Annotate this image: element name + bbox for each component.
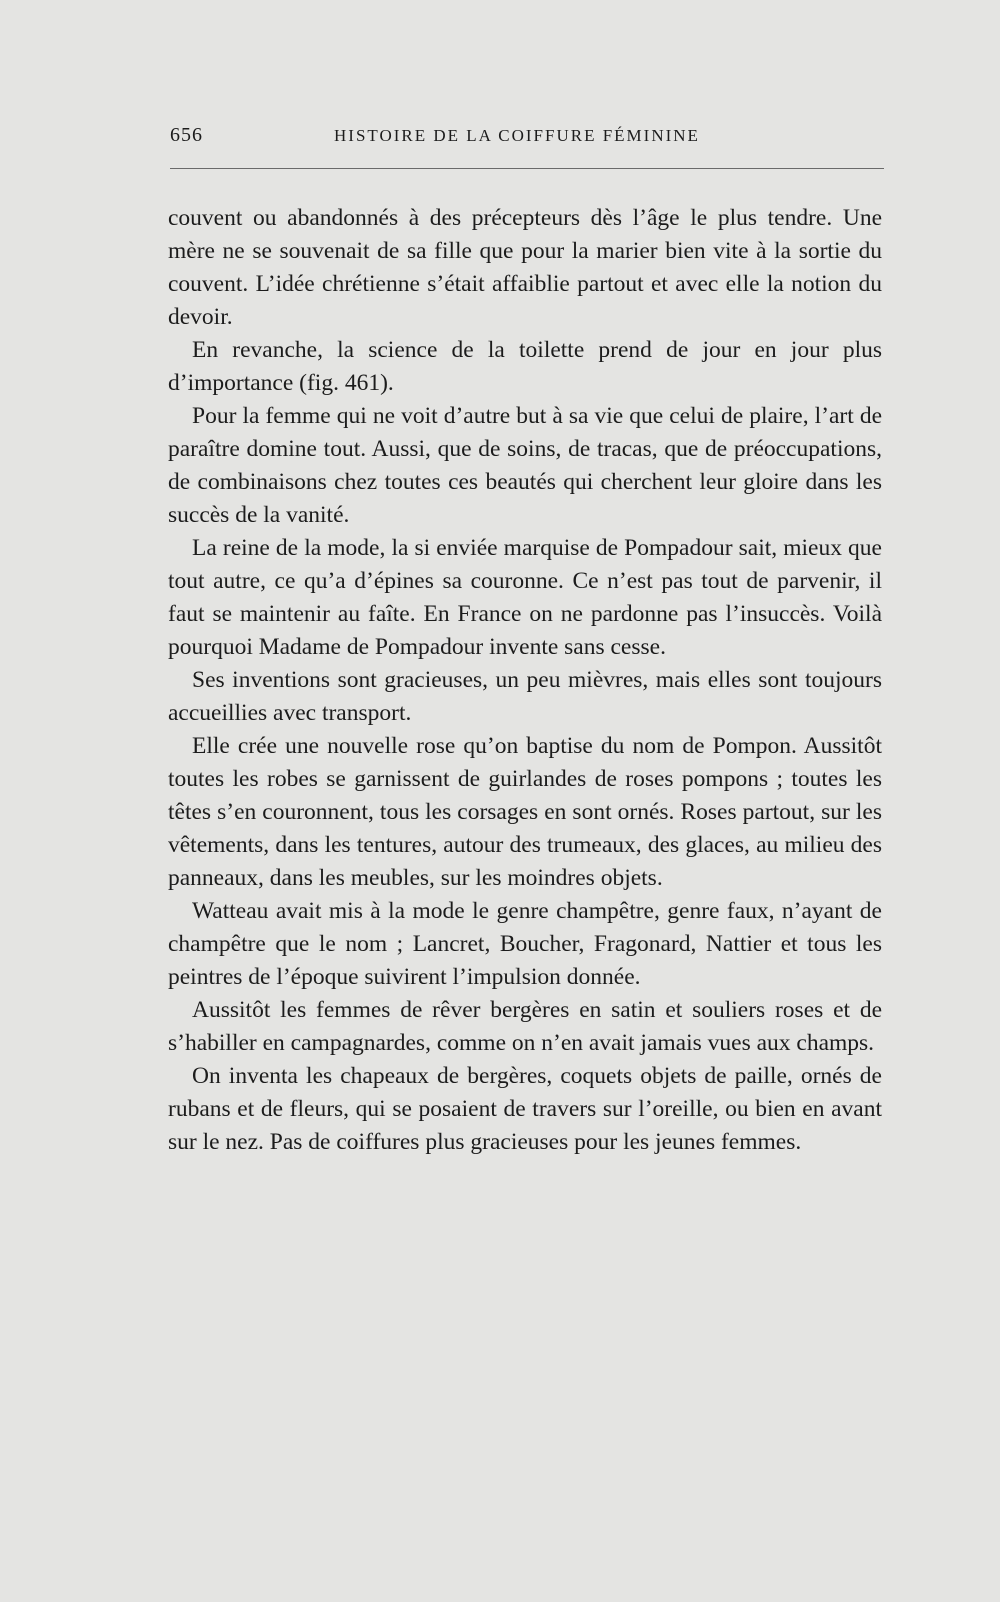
running-title: HISTOIRE DE LA COIFFURE FÉMININE [334,126,700,145]
paragraph: La reine de la mode, la si enviée marquise de Pompadour sait, mieux que tout autre, ce qu’a d’épines sa couronne. Ce n’est pas tout de parvenir, il faut se maintenir au faîte. En France on ne pardonne pas l’insuccès. Voilà pourquoi Madame de Pompadour invente sans cesse. [168,535,882,660]
paragraph: On inventa les chapeaux de bergères, coquets objets de paille, ornés de rubans et de fleurs, qui se posaient de travers sur l’oreille, ou bien en avant sur le nez. Pas de coiffures plus gracieuses pour les jeunes femmes. [168,1063,882,1155]
header-rule [170,168,884,169]
paragraph: Ses inventions sont gracieuses, un peu mièvres, mais elles sont toujours accueillies avec transport. [168,667,882,726]
paragraph: Aussitôt les femmes de rêver bergères en satin et souliers roses et de s’habiller en campagnardes, comme on n’en avait jamais vues aux champs. [168,997,882,1056]
running-head [170,124,884,154]
paragraph: Watteau avait mis à la mode le genre champêtre, genre faux, n’ayant de champêtre que le nom ; Lancret, Boucher, Fragonard, Nattier et tous les peintres de l’époque suivirent l’impulsion donnée. [168,898,882,990]
paragraph: couvent ou abandonnés à des précepteurs dès l’âge le plus tendre. Une mère ne se souvenait de sa fille que pour la marier bien vite à la sortie du couvent. L’idée chrétienne s’était affaiblie partout et avec elle la notion du devoir. [168,205,882,330]
paragraph: En revanche, la science de la toilette prend de jour en jour plus d’importance (fig. 461). [168,337,882,396]
paragraph: Pour la femme qui ne voit d’autre but à sa vie que celui de plaire, l’art de paraître domine tout. Aussi, que de soins, de tracas, que de préoccupations, de combinaisons chez toutes ces beautés qui cherchent leur gloire dans les succès de la vanité. [168,403,882,528]
page-number: 656 [170,124,203,146]
paragraph: Elle crée une nouvelle rose qu’on baptise du nom de Pompon. Aussitôt toutes les robes se garnissent de guirlandes de roses pompons ; toutes les têtes s’en couronnent, tous les corsages en sont ornés. Roses partout, sur les vêtements, dans les tentures, autour des trumeaux, des glaces, au milieu des panneaux, dans les meubles, sur les moindres objets. [168,733,882,891]
body-text [168,202,882,1159]
